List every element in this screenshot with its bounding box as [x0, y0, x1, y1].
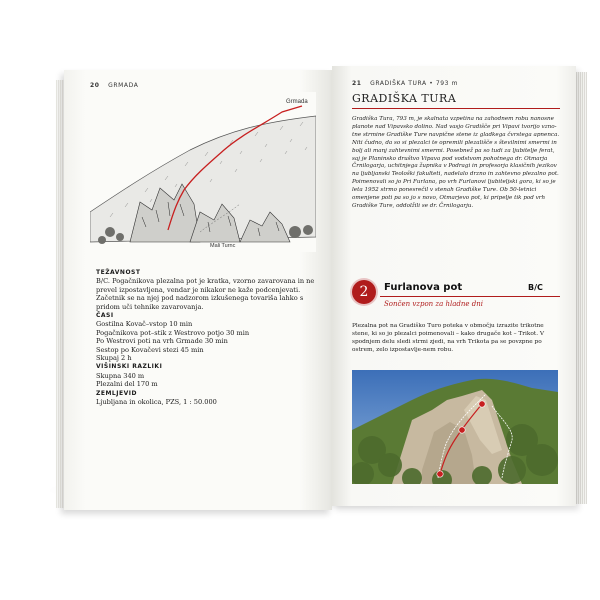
map-line: Ljubljana in okolica, PZS, 1 : 50.000 [96, 398, 217, 407]
right-running-title: GRADIŠKA TURA • 793 m [370, 80, 459, 87]
time-line: Gostilna Kovač–vstop 10 min [96, 320, 193, 329]
left-page [64, 70, 332, 510]
time-line: Pogačnikova pot–stik z Westrovo potjo 30 min [96, 328, 250, 337]
chapter-intro: Gradiška Tura, 793 m, je skalnata vzpetina na zahodnem robu nanosne planote nad Vipavsko dolino. Nad vasjo Gradišče pri Vipavi tvorijo vzno-tne strmine Gradiške Ture navpične stene iz gladkega čvrstega apnenca. Niti čudno, da so si plezalci te opremili plezališče s številnimi smermi in bolj ali manj zahtevnimi smermi. Posebnež pa so tudi za ljubitelje ferat, saj je Planinsko društvo Vipava pod vodstvom pohotnega dr. Otmarja Črnilogarja, uchitnjega župnika v Podragi in profesorja klasičnih jezikov na ljubljanski Teološki fakulteti, nadelalo drzno in zahtevno plezalno pot. Poimenovali so jo Pri Furlana, po vrh Furlanovi ljubiteljski gora, ki so je leta 1952 strmo ponesrečil v stenah Gradiške Ture. Ob 50-letnici omenjene poti pa so jo s novo, Otmarjevo pot, ki pripelje tik pod vrh Gradiške Ture, oddolžili se dr. Črnilogarju. [352, 116, 560, 209]
chapter-title: GRADIŠKA TURA [352, 92, 457, 105]
times-heading: ČASI [96, 312, 114, 320]
route-number-badge: 2 [352, 280, 376, 304]
title-rule [352, 108, 560, 109]
time-line: Skupaj 2 h [96, 354, 132, 363]
difficulty-heading: TEŽAVNOST [96, 269, 141, 276]
route-name: Furlanova pot [384, 282, 463, 293]
time-line: Sestop po Kovačevi stezi 45 min [96, 345, 204, 354]
elevation-heading: VIŠINSKI RAZLIKI [96, 363, 163, 371]
time-line: Po Westrovi poti na vrh Grmade 30 min [96, 337, 228, 346]
mountain-sketch [90, 92, 316, 252]
left-running-title: GRMADA [108, 82, 139, 89]
left-page-number: 20 [90, 82, 100, 89]
grmada-label: Grmada [286, 99, 308, 105]
open-book [38, 58, 584, 510]
right-page-number: 21 [352, 80, 362, 87]
route-subtitle: Sončen vzpon za hladne dni [384, 300, 483, 308]
cliff-photo [352, 370, 558, 484]
route-description: Plezalna pot na Gradiško Turo poteka v območju izrazite trikotne stene, ki so jo plezalci poimenovali – kako drugače kot – Trikot. V spodnjem delu sledi strmi zjedi, na vrh Trikota pa se povzpne po ostrem, zelo izpostavlje-nem robu. [352, 323, 545, 353]
elevation-line: Skupna 340 m [96, 371, 145, 380]
route-grade: B/C [528, 283, 543, 292]
left-running-head [90, 82, 138, 89]
elevation-line: Plezalni del 170 m [96, 380, 158, 389]
right-page [332, 66, 576, 506]
map-heading: ZEMLJEVID [96, 389, 137, 397]
mali-turnc-label: Mali Turnc [210, 243, 236, 249]
route-info [96, 268, 316, 407]
difficulty-text: B/C. Pogačnikova plezalna pot je kratka, vzorno zavarovana in ne prevel izpostavljena, vendar je nikakor ne kaže podcenjevati. Začetnik se na njej pod nadzorom izkušenega tovariša lahko s pridom uči tehnike zavarovanja. [96, 277, 315, 311]
route-rule [380, 296, 560, 297]
right-running-head [352, 80, 458, 87]
